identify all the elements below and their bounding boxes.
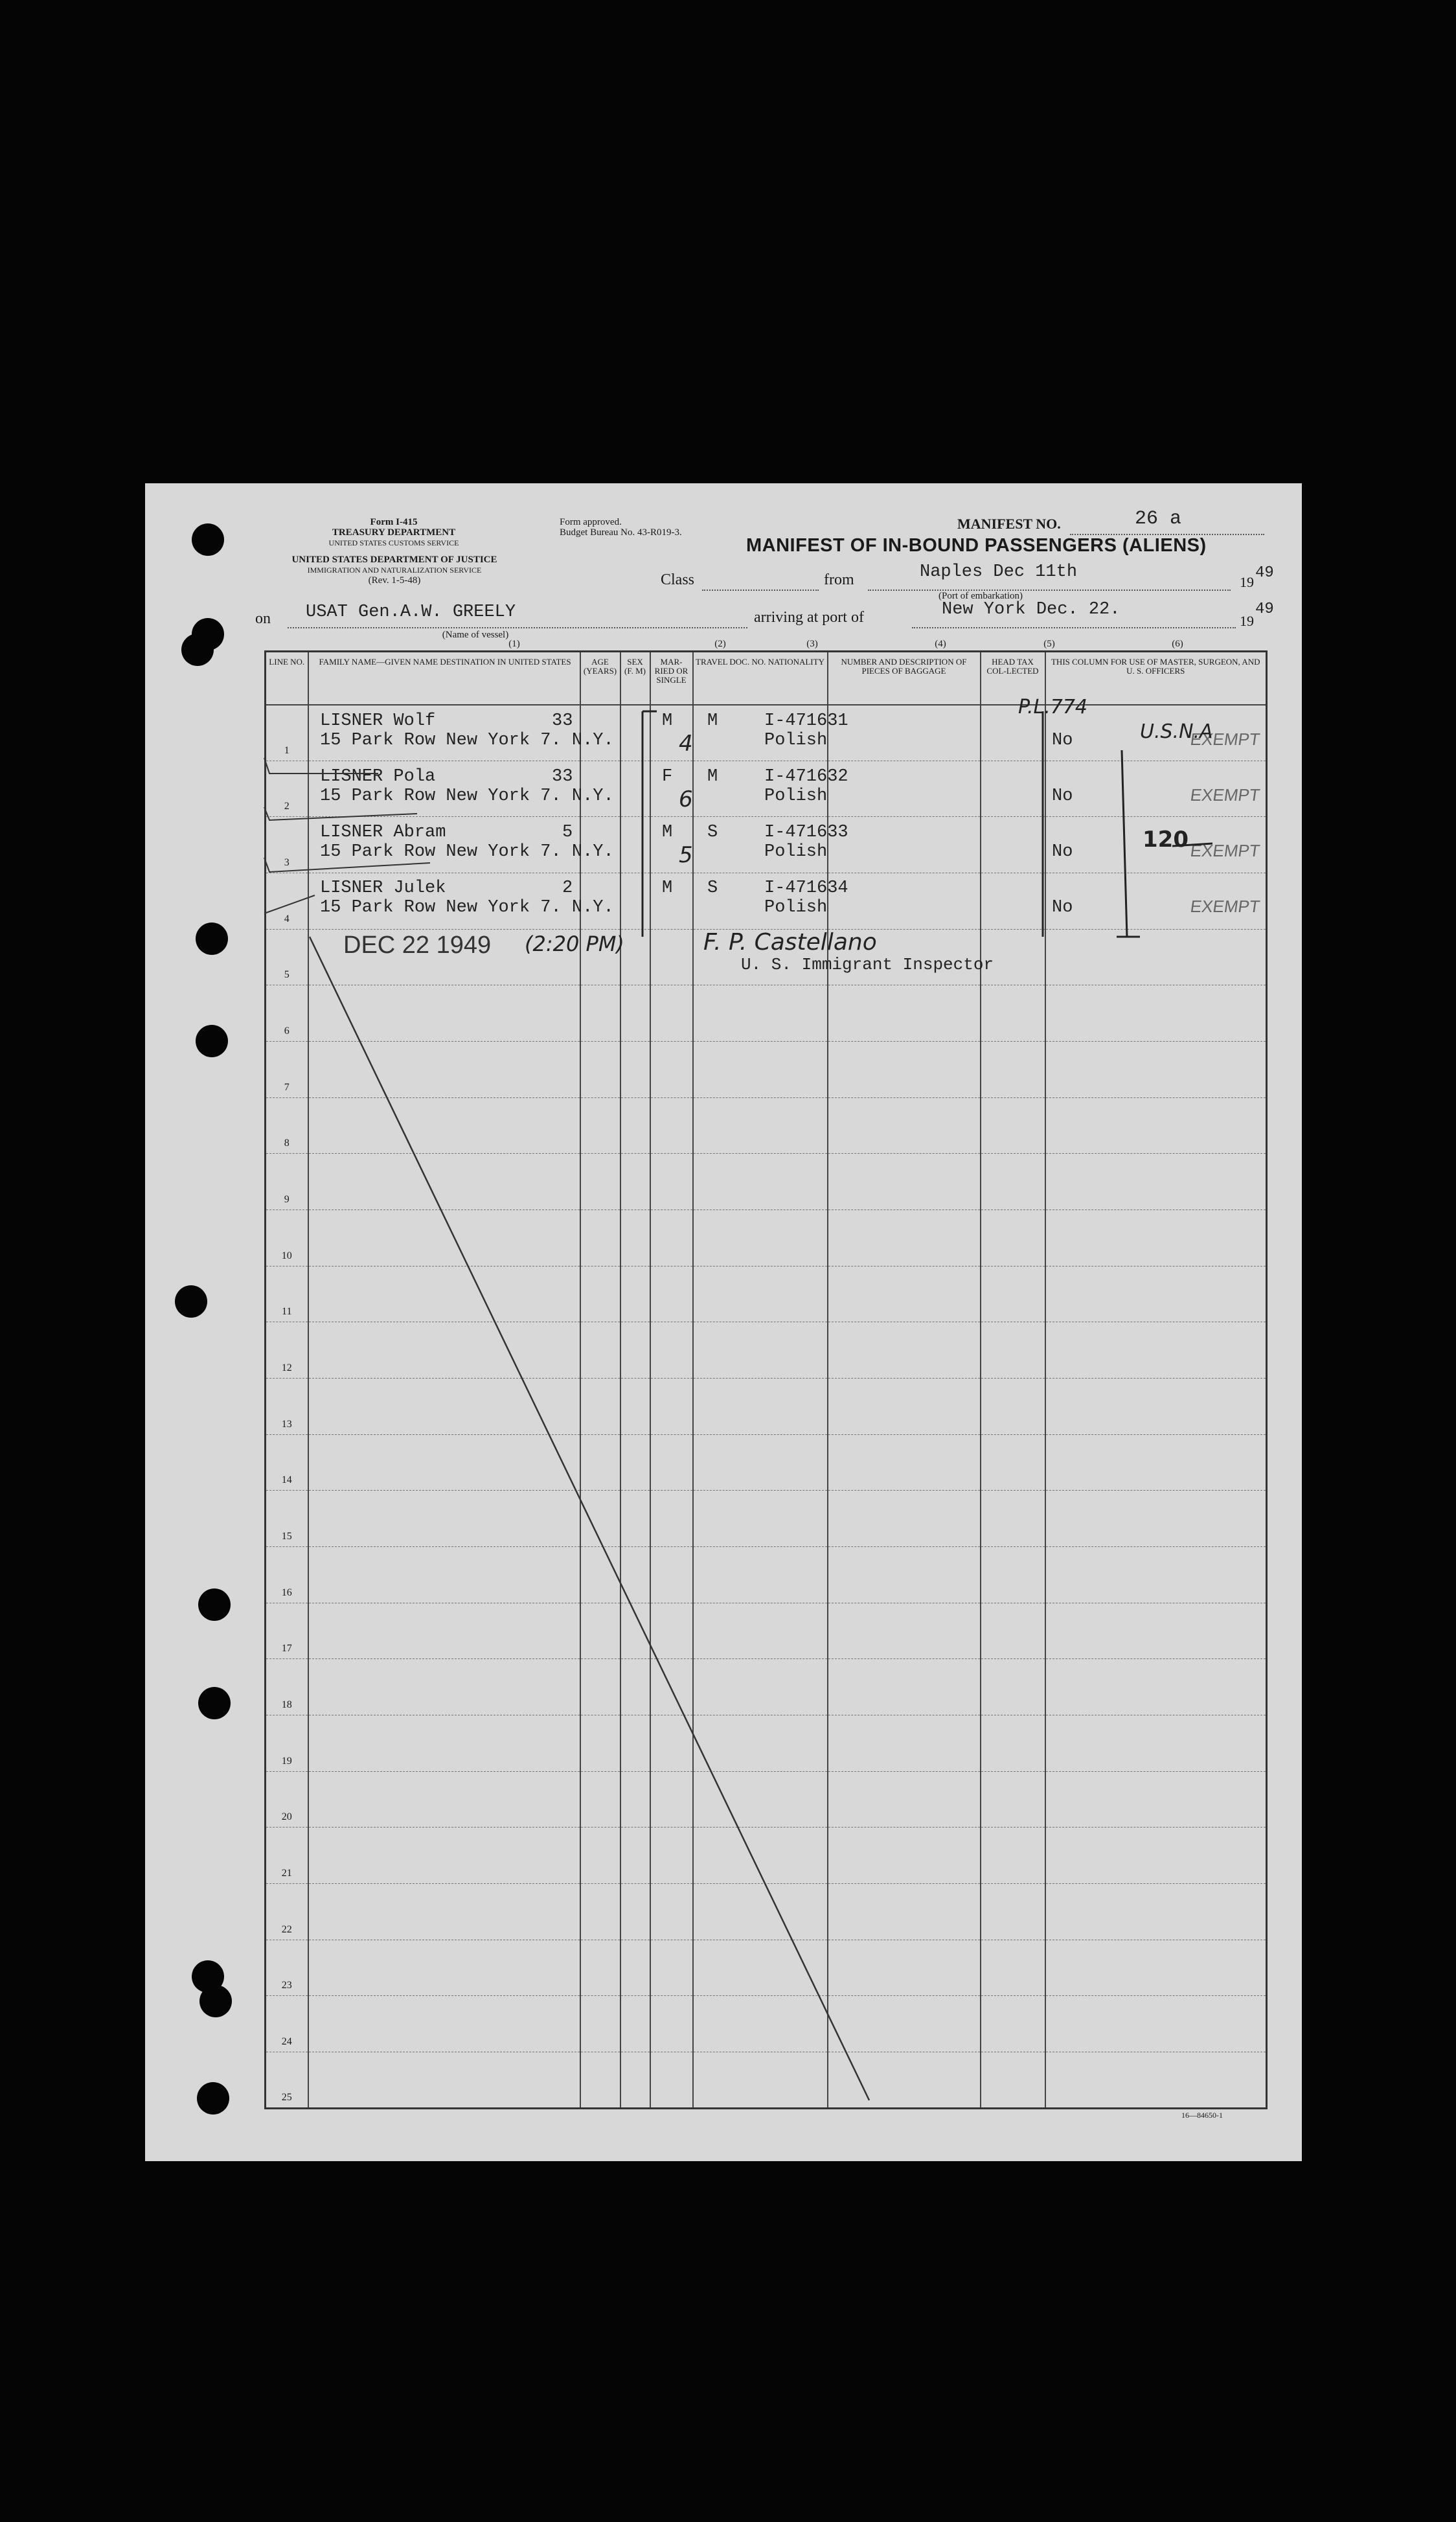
- line-number: 12: [266, 1322, 308, 1379]
- handwritten-marks: [145, 483, 1302, 2161]
- passenger-married: M: [707, 711, 718, 731]
- arrival-year-prefix: 19: [1240, 613, 1254, 629]
- from-value: Naples Dec 11th: [920, 562, 1078, 582]
- line-number: 18: [266, 1659, 308, 1715]
- col-officer-header: THIS COLUMN FOR USE OF MASTER, SURGEON, AND U. S. OFFICERS: [1045, 652, 1267, 705]
- passenger-nationality: Polish: [764, 786, 828, 806]
- treasury-dept: TREASURY DEPARTMENT: [332, 527, 456, 538]
- line-number: 14: [266, 1434, 308, 1491]
- manifest-page: [145, 483, 1302, 2161]
- inspector-title: U. S. Immigrant Inspector: [741, 955, 994, 974]
- passenger-officer-stamp: EXEMPT: [1189, 729, 1262, 749]
- line-number: 2: [266, 761, 308, 817]
- count-note: 120: [1143, 827, 1189, 853]
- col-travel-header: TRAVEL DOC. NO. NATIONALITY: [693, 652, 828, 705]
- footer-code: 16—84650-1: [1181, 2111, 1223, 2120]
- passenger-sex: M: [662, 878, 673, 898]
- passenger-married: S: [707, 878, 718, 898]
- passenger-address: 15 Park Row New York 7. N.Y.: [320, 786, 614, 806]
- customs-service: UNITED STATES CUSTOMS SERVICE: [328, 538, 459, 547]
- passenger-doc: I-471632: [764, 767, 848, 786]
- line-number: 20: [266, 1771, 308, 1828]
- passenger-address: 15 Park Row New York 7. N.Y.: [320, 898, 614, 917]
- col-name-header: FAMILY NAME—GIVEN NAME DESTINATION IN UNITED STATES: [308, 652, 580, 705]
- line-number: 4: [266, 873, 308, 930]
- passenger-doc: I-471633: [764, 823, 848, 842]
- budget-bureau: Budget Bureau No. 43-R019-3.: [560, 527, 682, 538]
- line-number: 16: [266, 1547, 308, 1603]
- passenger-sex: M: [662, 711, 673, 731]
- passenger-sex: F: [662, 767, 673, 786]
- line-number: 22: [266, 1884, 308, 1940]
- passenger-name: LISNER Pola: [320, 767, 436, 786]
- from-year-prefix: 19: [1240, 574, 1254, 590]
- vessel-label: (Name of vessel): [442, 630, 509, 640]
- col-sex-header: SEX (F. M): [620, 652, 650, 705]
- passenger-sex: M: [662, 823, 673, 842]
- manifest-no-label: MANIFEST NO.: [957, 516, 1061, 532]
- passenger-name: LISNER Wolf: [320, 711, 436, 731]
- passenger-nationality: Polish: [764, 731, 828, 750]
- passenger-married: S: [707, 823, 718, 842]
- date-stamp: DEC 22 1949: [343, 932, 492, 959]
- line-number: 1: [266, 705, 308, 761]
- passenger-officer-stamp: EXEMPT: [1189, 785, 1262, 805]
- on-label: on: [255, 610, 271, 627]
- class-label: Class: [661, 571, 695, 588]
- line-number: 13: [266, 1379, 308, 1435]
- col-num-5: (5): [1043, 639, 1055, 649]
- form-number: Form I-415: [370, 517, 418, 527]
- line-number: 19: [266, 1715, 308, 1772]
- line-number: 9: [266, 1154, 308, 1210]
- line-number: 5: [266, 929, 308, 985]
- col-age-header: AGE (YEARS): [580, 652, 620, 705]
- passenger-head-tax: No: [1052, 842, 1073, 862]
- col-line-header: LINE NO.: [266, 652, 308, 705]
- form-approved: Form approved.: [560, 517, 622, 527]
- line-number: 17: [266, 1603, 308, 1659]
- line-number: 24: [266, 1996, 308, 2052]
- passenger-married: M: [707, 767, 718, 786]
- line-number: 21: [266, 1828, 308, 1884]
- arrival-year: 49: [1255, 601, 1274, 618]
- pl-note: P.L.774: [1018, 696, 1088, 718]
- arrival-value: New York Dec. 22.: [942, 600, 1120, 619]
- passenger-address: 15 Park Row New York 7. N.Y.: [320, 842, 614, 862]
- passenger-doc: I-471634: [764, 878, 848, 898]
- manifest-no-value: 26 a: [1135, 508, 1182, 530]
- passenger-officer-stamp: EXEMPT: [1189, 841, 1262, 860]
- col-num-6: (6): [1172, 639, 1183, 649]
- passenger-nationality: Polish: [764, 842, 828, 862]
- revision: (Rev. 1-5-48): [368, 575, 421, 586]
- from-label: from: [824, 571, 854, 588]
- col-num-4: (4): [935, 639, 946, 649]
- time-note: (2:20 PM): [525, 932, 624, 956]
- col-num-2: (2): [714, 639, 726, 649]
- passenger-head-tax: No: [1052, 898, 1073, 917]
- from-year: 49: [1255, 564, 1274, 582]
- passenger-officer-stamp: EXEMPT: [1189, 897, 1262, 916]
- passenger-name: LISNER Abram: [320, 823, 446, 842]
- col-married-header: MAR-RIED OR SINGLE: [650, 652, 693, 705]
- passenger-doc: I-471631: [764, 711, 848, 731]
- passenger-nationality: Polish: [764, 898, 828, 917]
- ins-service: IMMIGRATION AND NATURALIZATION SERVICE: [307, 566, 482, 575]
- passenger-name: LISNER Julek: [320, 878, 446, 898]
- passenger-hand-mark: 5: [679, 842, 693, 868]
- justice-dept: UNITED STATES DEPARTMENT OF JUSTICE: [291, 555, 497, 565]
- passenger-head-tax: No: [1052, 731, 1073, 750]
- passenger-age: 33: [552, 767, 573, 786]
- line-number: 11: [266, 1266, 308, 1322]
- page-title: MANIFEST OF IN-BOUND PASSENGERS (ALIENS): [746, 535, 1207, 556]
- line-number: 23: [266, 1940, 308, 1996]
- line-number: 8: [266, 1097, 308, 1154]
- passenger-hand-mark: 4: [679, 731, 693, 757]
- port-embark-label: (Port of embarkation): [938, 591, 1023, 601]
- passenger-age: 5: [562, 823, 573, 842]
- line-number: 25: [266, 2052, 308, 2109]
- col-headtax-header: HEAD TAX COL-LECTED: [981, 652, 1045, 705]
- inspector-signature: F. P. Castellano: [703, 929, 877, 956]
- col-baggage-header: NUMBER AND DESCRIPTION OF PIECES OF BAGGAGE: [828, 652, 981, 705]
- line-number: 6: [266, 985, 308, 1042]
- passenger-age: 2: [562, 878, 573, 898]
- usna-note: U.S.N.A: [1140, 720, 1213, 743]
- passenger-age: 33: [552, 711, 573, 731]
- passenger-hand-mark: 6: [679, 786, 693, 812]
- passenger-head-tax: No: [1052, 786, 1073, 806]
- passenger-address: 15 Park Row New York 7. N.Y.: [320, 731, 614, 750]
- arriving-label: arriving at port of: [754, 609, 864, 626]
- line-number: 3: [266, 817, 308, 873]
- line-number: 7: [266, 1042, 308, 1098]
- col-num-1: (1): [508, 639, 520, 649]
- line-number: 15: [266, 1491, 308, 1547]
- line-number: 10: [266, 1210, 308, 1267]
- vessel-name: USAT Gen.A.W. GREELY: [306, 602, 516, 622]
- col-num-3: (3): [806, 639, 818, 649]
